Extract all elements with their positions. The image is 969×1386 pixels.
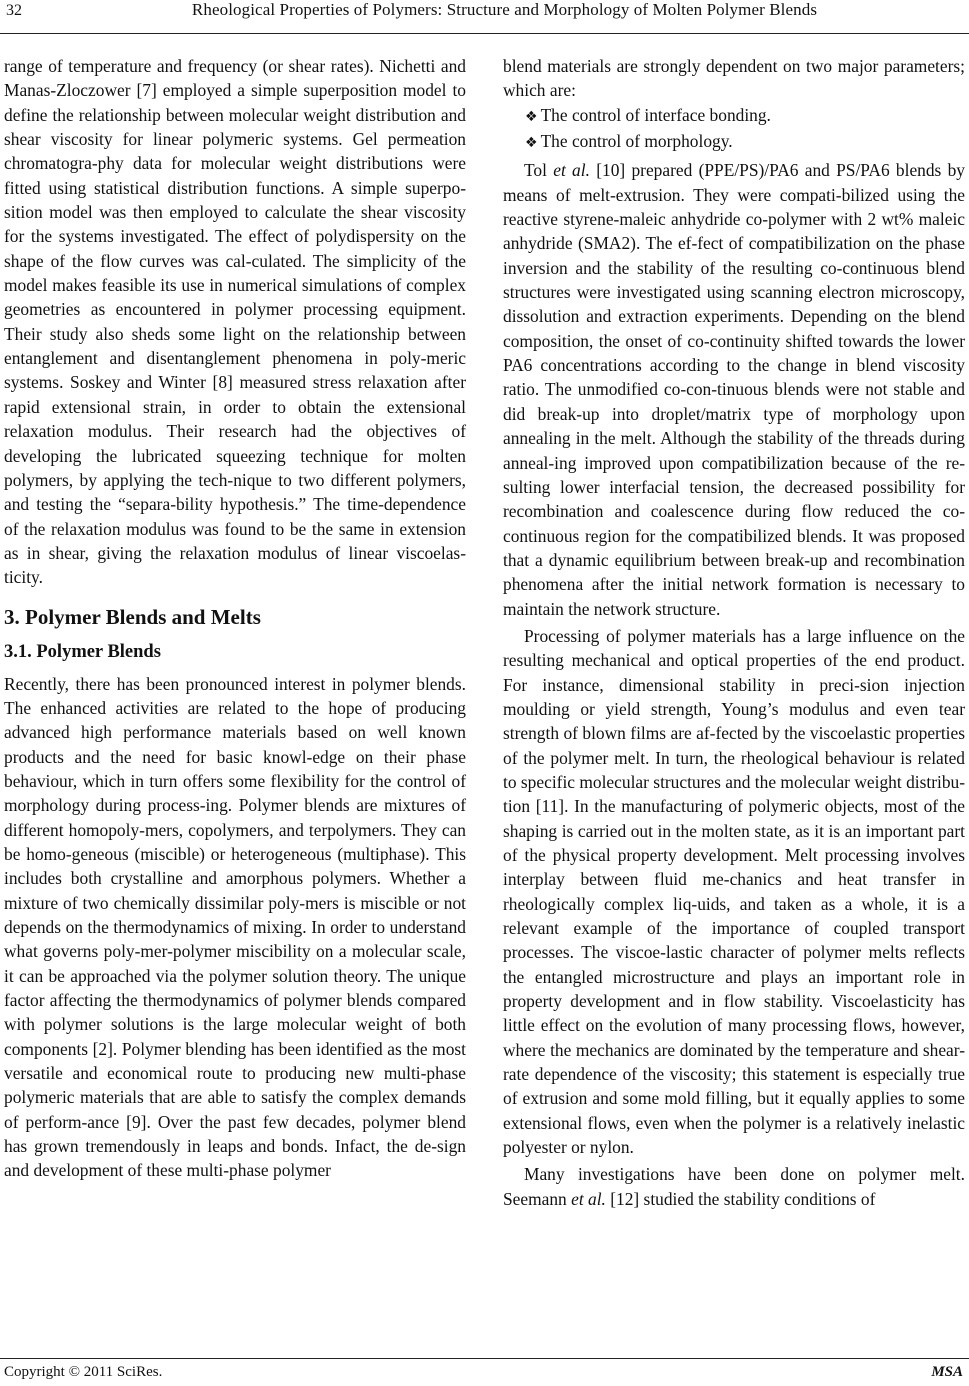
section-heading: 3. Polymer Blends and Melts [4,604,261,629]
right-column [503,54,965,1211]
right-paragraph-2-text: [10] prepared (PPE/PS)/PA6 and PS/PA6 blends by means of melt-extrusion. They were compati-bilized using the reactive styrene-maleic anhydride co-polymer with 2 wt% maleic anhydride (SMA2). The ef-fect of compatibilization on the phase inversion and the stability of the resulting co-continuous blend structures were investigated using scanning electron microscopy, dissolution and extraction experiments. Depending on the blend composition, the onset of co-continuity shifted towards the lower PA6 concentrations according to the change in blend viscosity ratio. The unmodified co-con-tinuous blends were not stable and did break-up into droplet/matrix type of morphology upon annealing in the melt. Although the stability of the threads during anneal-ing improved upon compatibilization because of the re-sulting lower interfacial tension, the decreased possibility for recombination and coalescence during flow reduced the co-continuous region for the compatibilized blends. It was proposed that a dynamic equilibrium between break-up and recombination phenomena after the initial network formation is necessary to maintain the network structure. [503,160,965,619]
et-al: et al. [571,1188,606,1209]
right-paragraph-1: blend materials are strongly dependent on two major parameters; which are: [503,56,965,101]
bullet-item-1 [503,103,965,129]
bullet-text-1: The control of interface bonding. [540,104,771,125]
right-paragraph-4 [503,1162,965,1211]
left-column [4,54,466,1183]
left-paragraph-2: Recently, there has been pronounced interest in polymer blends. The enhanced activities are related to the hope of producing advanced high performance materials based on well known products and the need for basic knowl-edge on their phase behaviour, which in turn offers some flexibility for the control of morphology during process-ing. Polymer blends are mixtures of different homopoly-mers, copolymers, and terpolymers. They can be homo-geneous (miscible) or heterogeneous (multiphase). This includes both crystalline and amorphous polymers. Whether a mixture of two chemically dissimilar poly-mers is miscible or not depends on the thermodynamics of mixing. In order to understand what governs poly-mer-polymer miscibility on a molecular scale, it can be approached via the polymer solution theory. The unique factor affecting the thermodynamics of polymer blends compared with polymer solutions is the large molecular weight of both components [2]. Polymer blending has been identified as the most versatile and economical route to producing new multi-phase polymeric materials that are able to satisfy the complex demands of perform-ance [9]. Over the past few decades, polymer blend has grown tremendously in leaps and bonds. Infact, the de-sign and development of these multi-phase polymer [4,673,466,1181]
journal-abbreviation: MSA [931,1364,963,1380]
diamond-bullet-icon: ❖ [525,135,538,152]
right-paragraph-4-start: Many investigations have been done on polymer melt. Seemann [503,1164,965,1209]
et-al: et al. [553,160,590,181]
subsection-heading: 3.1. Polymer Blends [4,641,161,662]
bullet-item-2 [503,129,965,155]
copyright-notice: Copyright © 2011 SciRes. [4,1364,163,1380]
right-paragraph-2 [503,158,965,621]
author-name: Tol [524,160,547,181]
page-header [0,0,969,34]
page-number: 32 [6,2,22,19]
running-title: Rheological Properties of Polymers: Structure and Morphology of Molten Polymer Blends [191,0,818,19]
right-paragraph-3: Processing of polymer materials has a large influence on the resulting mechanical and optical properties of the end product. For instance, dimensional stability in preci-sion injection moulding or yield strength, Young’s modulus and even tear strength of blown films are af-fected by the viscoelastic properties of the polymer melt. In turn, the rheological behaviour is related to specific molecular structures and the molecular weight distribu-tion [11]. In the manufacturing of polymeric objects, most of the shaping is carried out in the molten state, as it is an important part of the physical property development. Melt processing involves interplay between fluid me-chanics and heat transfer in rheologically complex liq-uids, and taken as a whole, it is a relevant example of the importance of coupled transport processes. The viscoe-lastic character of polymer melts reflects the entangled microstructure and plays an important role in property development and in flow stability. Viscoelasticity has little effect on the evolution of many processing flows, however, where the mechanics are dominated by the temperature and shear-rate dependence of the viscosity; this statement is especially true of extrusion and some mold filling, but it equally applies to some extensional flows, even when the polymer is a relatively inelastic polyester or nylon. [503,625,965,1158]
bullet-text-2: The control of morphology. [540,131,733,152]
left-paragraph-1: range of temperature and frequency (or shear rates). Nichetti and Manas-Zloczower [7] employed a simple superposition model to define the relationship between molecular weight distribution and shear viscosity for linear polymeric systems. Gel permeation chromatogra-phy data for molecular weight distributions were fitted using statistical distribution functions. A simple superpo-sition model was then employed to calculate the shear viscosity for the systems investigated. The effect of polydispersity on the shape of the flow curves was cal-culated. The simplicity of the model makes feasible its use in numerical simulations of complex geometries as encountered in polymer processing equipment. Their study also sheds some light on the relationship between entanglement and disentanglement phenomena in poly-meric systems. Soskey and Winter [8] measured stress relaxation after rapid extensional strain, in order to obtain the extensional relaxation modulus. Their research had the objectives of developing the lubricated squeezing technique for molten polymers, by applying the tech-nique to two different polymers, and testing the “separa-bility hypothesis.” The time-dependence of the relaxation modulus was found to be the same in extension as in shear, giving the relaxation modulus of linear viscoelas-ticity. [4,56,466,588]
footer-divider [0,1358,969,1359]
right-paragraph-4-text: [12] studied the stability conditions of [605,1188,876,1209]
diamond-bullet-icon: ❖ [525,108,538,125]
